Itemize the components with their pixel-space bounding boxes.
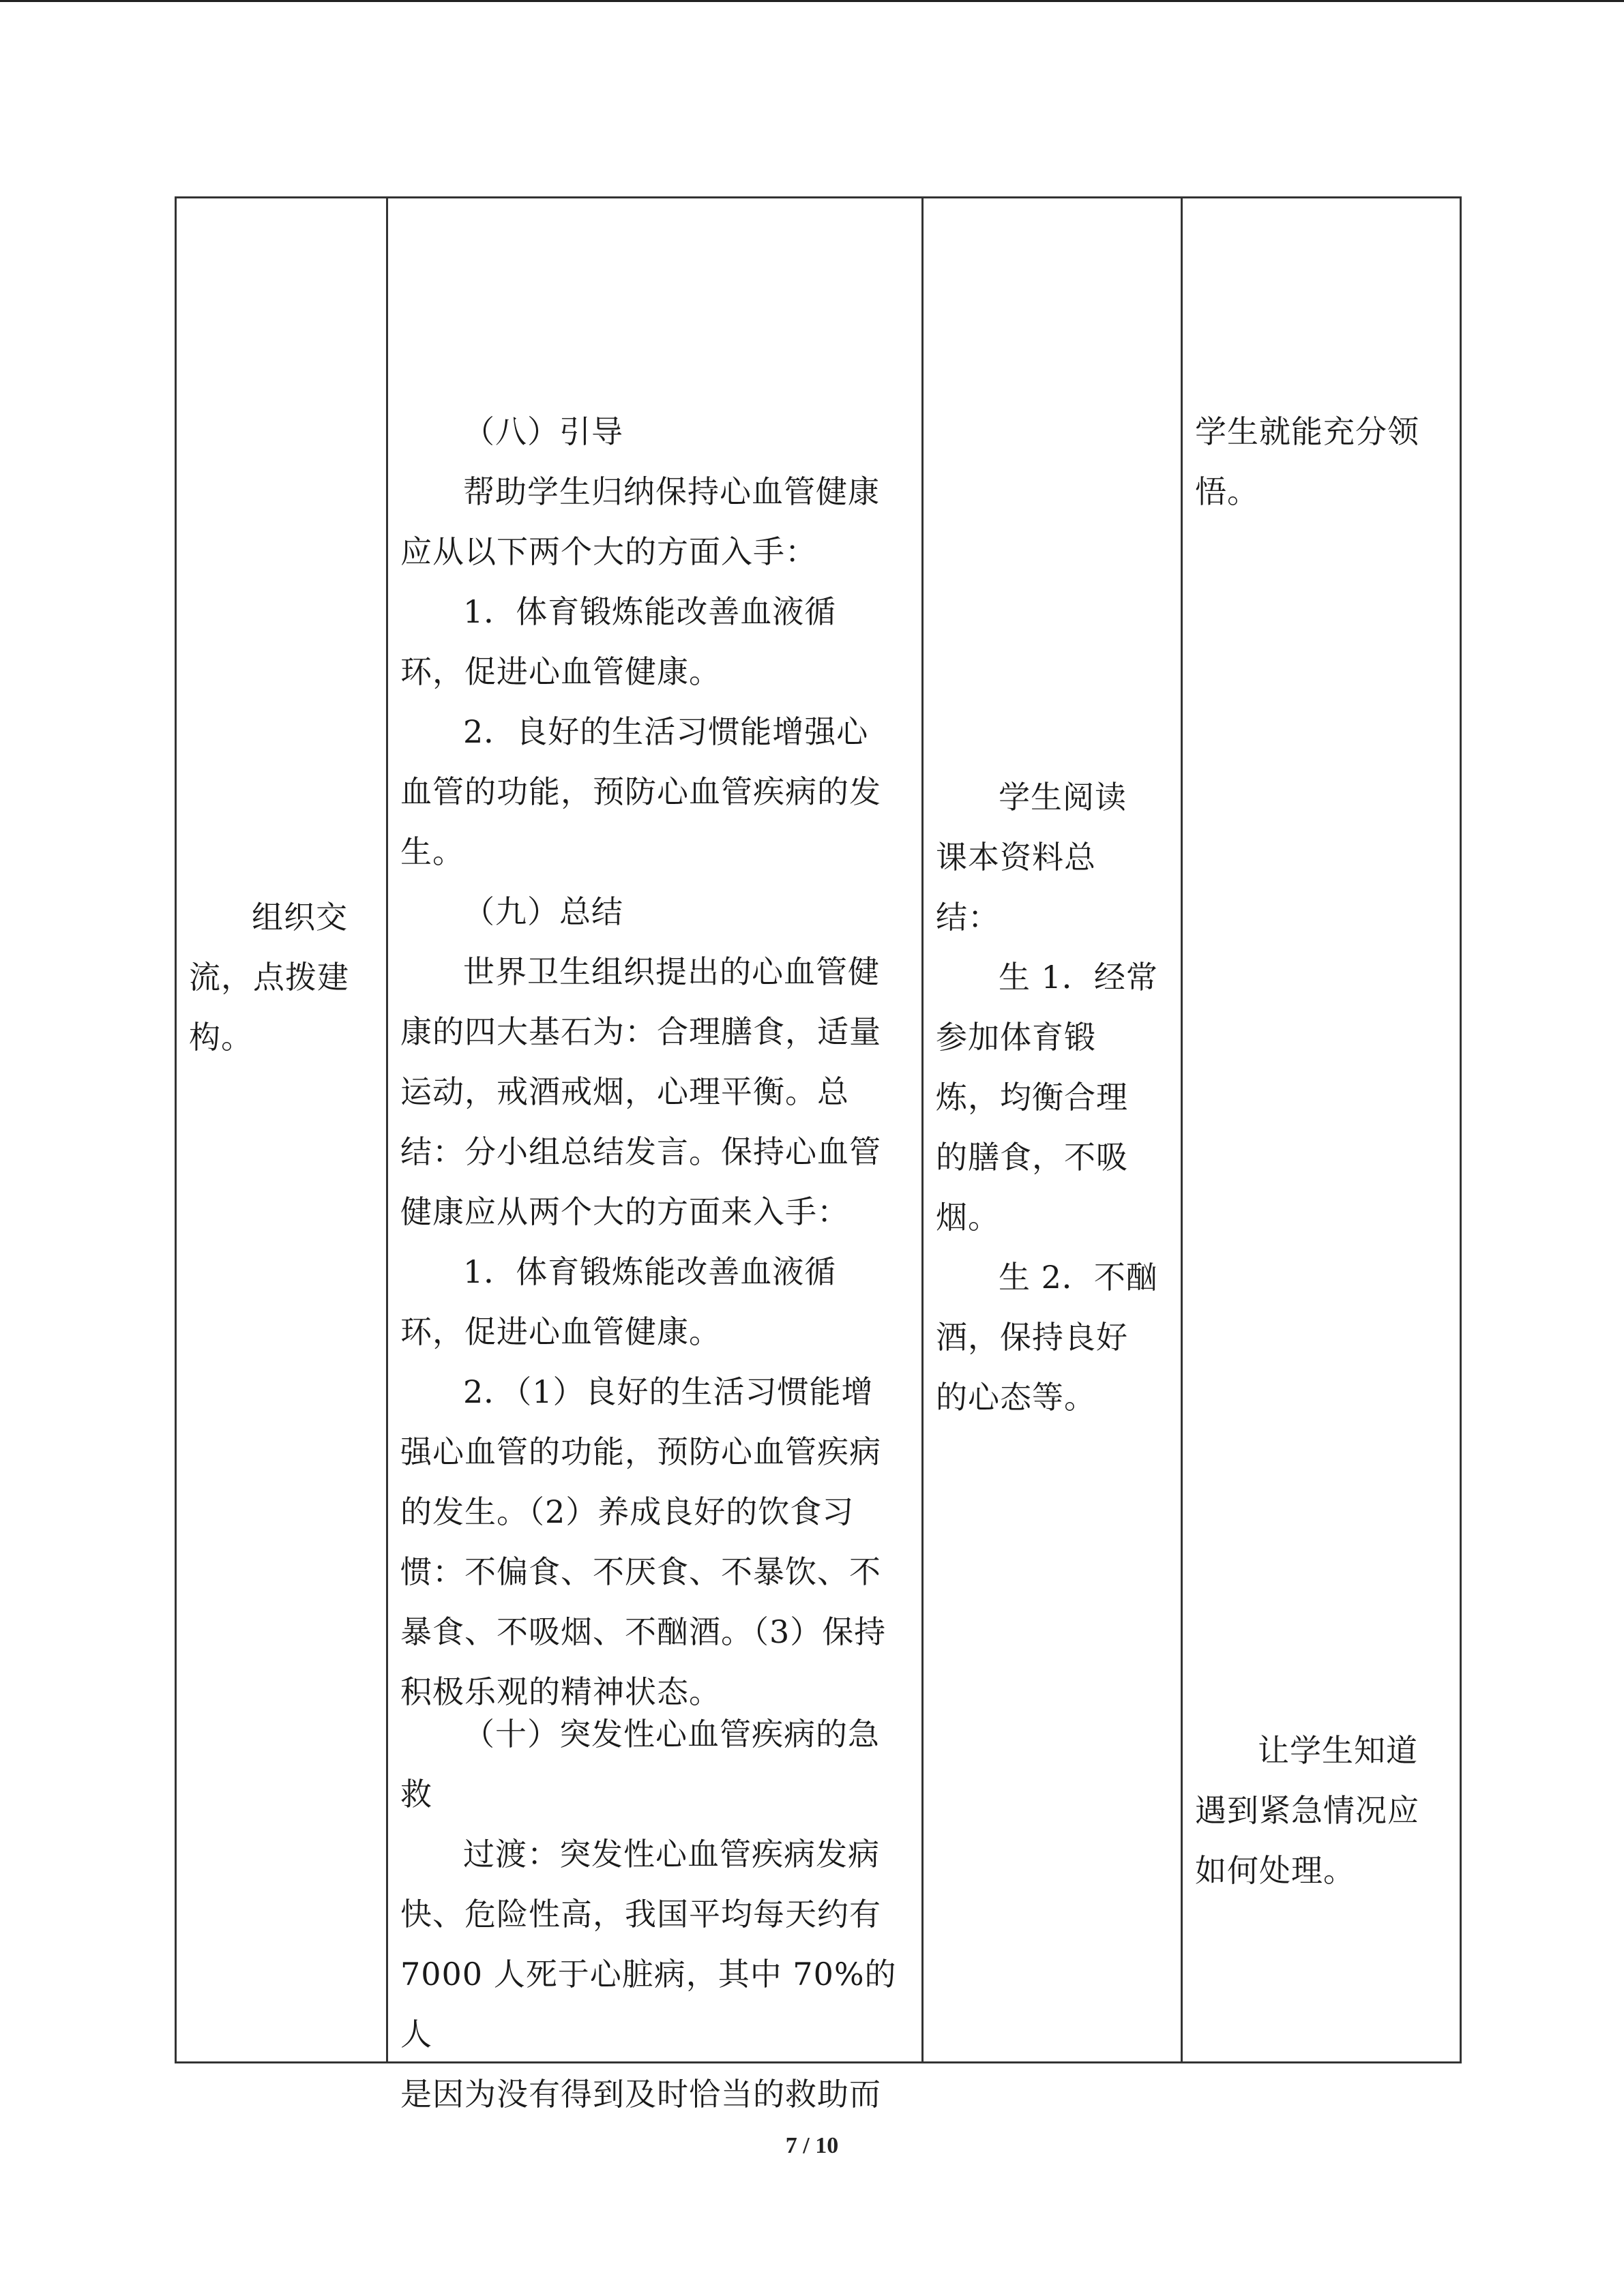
student-line: 的心态等。 [936,1379,1096,1416]
student-line: 生 1．经常 [999,959,1158,996]
student-line: 的膳食，不吸 [936,1139,1128,1176]
body-line: 健康应从两个大的方面来入手： [400,1193,849,1230]
table-cell-design-intent [1182,198,1461,2063]
body-line: 7000 人死于心脏病，其中 70%的人 [400,1956,897,2053]
body-line: 快、危险性高，我国平均每天约有 [400,1896,881,1933]
page-number: 7 / 10 [785,2133,839,2158]
table-cell-student-activity [923,198,1182,2063]
table-cell-stage [176,198,387,2063]
body-line: 是因为没有得到及时恰当的救助而 [400,2076,881,2113]
stage-line: 流，点拨建 [189,959,349,996]
body-line: 帮助学生归纳保持心血管健康 [463,473,880,510]
student-line: 结： [936,899,1000,936]
heading-summary: （九）总结 [463,893,623,930]
table-row [176,198,1461,2063]
student-line: 炼，均衡合理 [936,1079,1128,1116]
body-line: 1．体育锻炼能改善血液循 [463,1253,837,1290]
page-top-border [0,0,1624,2]
student-line: 课本资料总 [936,839,1096,876]
body-line: 1．体育锻炼能改善血液循 [463,593,837,630]
body-line: 环，促进心血管健康。 [400,1313,721,1350]
design-intent-block-1 [1195,402,1450,522]
body-line: 康的四大基石为：合理膳食，适量 [400,1013,881,1050]
body-line: 结：分小组总结发言。保持心血管 [400,1133,881,1170]
body-line: 的发生。（2）养成良好的饮食习 [400,1493,855,1530]
body-line: 强心血管的功能，预防心血管疾病 [400,1433,881,1470]
intent-line: 让学生知道 [1258,1732,1418,1769]
student-line: 烟。 [936,1199,1000,1236]
stage-line: 组织交 [252,899,348,936]
body-line: 暴食、不吸烟、不酗酒。（3）保持 [400,1613,887,1650]
body-line: 运动，戒酒戒烟，心理平衡。总 [400,1073,849,1110]
body-line: 救 [400,1776,432,1813]
heading-first-aid: （十）突发性心血管疾病的急 [463,1716,880,1753]
intent-line: 遇到紧急情况应 [1195,1792,1419,1829]
body-line: 2．良好的生活习惯能增强心 [463,713,869,750]
body-line: 血管的功能，预防心血管疾病的发 [400,773,881,810]
body-line: 过渡：突发性心血管疾病发病 [463,1836,880,1873]
lesson-plan-table [175,196,1462,2113]
body-line: 惯：不偏食、不厌食、不暴饮、不 [400,1553,881,1590]
intent-line: 悟。 [1195,473,1259,510]
table-cell-teacher-activity [387,198,923,2113]
body-line: 2．（1）良好的生活习惯能增 [463,1373,874,1410]
design-intent-block-2 [1195,1720,1450,1900]
student-line: 酒，保持良好 [936,1319,1128,1356]
body-line: 积极乐观的精神状态。 [400,1673,721,1710]
student-line: 生 2．不酗 [999,1259,1158,1296]
body-line: 世界卫生组织提出的心血管健 [463,953,880,990]
teacher-activity-block-2 [400,1704,912,2124]
student-line: 学生阅读 [999,779,1127,816]
body-line: 生。 [400,833,464,870]
stage-line: 构。 [189,1019,253,1056]
heading-guidance: （八）引导 [463,413,623,450]
intent-line: 学生就能充分领 [1195,413,1419,450]
body-line: 应从以下两个大的方面入手： [400,533,817,570]
body-line: 环，促进心血管健康。 [400,653,721,690]
stage-text [189,887,377,1067]
student-line: 参加体育锻 [936,1019,1096,1056]
intent-line: 如何处理。 [1195,1852,1355,1889]
teacher-activity-block-1 [400,402,912,1722]
student-activity-text [936,767,1171,1427]
